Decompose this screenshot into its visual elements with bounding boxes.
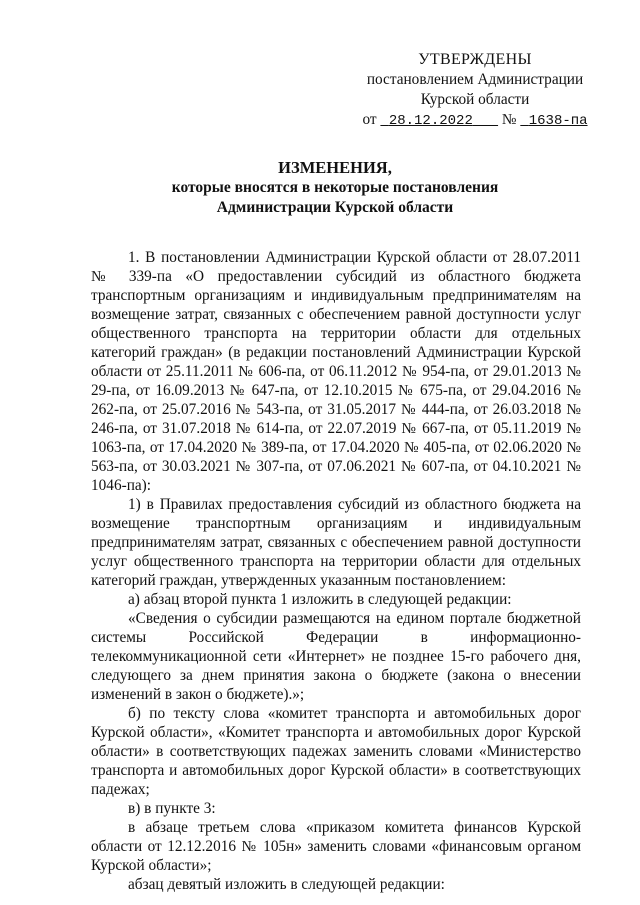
approval-line-1: постановлением Администрации [366,71,584,88]
document-body [91,248,581,894]
approval-number: 1638-па [528,113,588,129]
paragraph-1: 1. В постановлении Администрации Курской области от 28.07.2011 № 339-па «О предоставлении субсидий из областного бюджета транспортным организациям и индивидуальным предпринимателям на возмещение затрат, связанных с обеспечением равной доступности услуг общественного транспорта на территории области для отдельных категорий граждан» (в редакции постановлений Администрации Курской области от 25.11.2011 № 606-па, от 06.11.2012 № 954-па, от 29.01.2013 № 29-па, от 16.09.2013 № 647-па, от 12.10.2015 № 675-па, от 29.04.2016 № 262-па, от 25.07.2016 № 543-па, от 31.05.2017 № 444-па, от 26.03.2018 № 246-па, от 31.07.2018 № 614-па, от 22.07.2019 № 667-па, от 05.11.2019 № 1063-па, от 17.04.2020 № 389-па, от 17.04.2020 № 405-па, от 02.06.2020 № 563-па, от 30.03.2021 № 307-па, от 07.06.2021 № 607-па, от 04.10.2021 № 1046-па): [91,249,581,494]
approval-title: УТВЕРЖДЕНЫ [418,51,532,68]
approval-block [360,50,590,131]
paragraph-3: а) абзац второй пункта 1 изложить в следующей редакции: [128,591,512,608]
approval-line-2: Курской области [420,91,530,108]
heading-line-2: Администрации Курской области [216,199,454,216]
paragraph-4: «Сведения о субсидии размещаются на едином портале бюджетной системы Российской Федерации в информационно-телекоммуникационной сети «Интернет» не позднее 15-го рабочего дня, следующего за днем принятия закона о бюджете (закона о внесении изменений в закон о бюджете).»; [91,610,581,703]
paragraph-8: абзац девятый изложить в следующей редакции: [128,876,445,893]
heading-title: ИЗМЕНЕНИЯ, [278,158,392,177]
document-heading [90,158,580,218]
approval-date-line [360,110,590,131]
paragraph-2: 1) в Правилах предоставления субсидий из областного бюджета на возмещение транспортным организациям и индивидуальным предпринимателям затрат, связанных с обеспечением равной доступности услуг общественного транспорта на территории области для отдельных категорий граждан, утвержденных указанным постановлением: [91,496,581,589]
paragraph-5: б) по тексту слова «комитет транспорта и автомобильных дорог Курской области», «Комитет транспорта и автомобильных дорог Курской области» в соответствующих падежах заменить словами «Министерство транспорта и автомобильных дорог Курской области» в соответствующих падежах; [91,705,581,798]
approval-date: 28.12.2022 [388,113,473,129]
date-prefix: от [362,111,377,128]
paragraph-7: в абзаце третьем слова «приказом комитета финансов Курской области от 12.12.2016 № 105н» заменить словами «финансовым органом Курской области»; [91,819,581,874]
paragraph-6: в) в пункте 3: [128,800,216,817]
number-sign: № [501,111,517,128]
heading-line-1: которые вносятся в некоторые постановления [171,179,499,196]
